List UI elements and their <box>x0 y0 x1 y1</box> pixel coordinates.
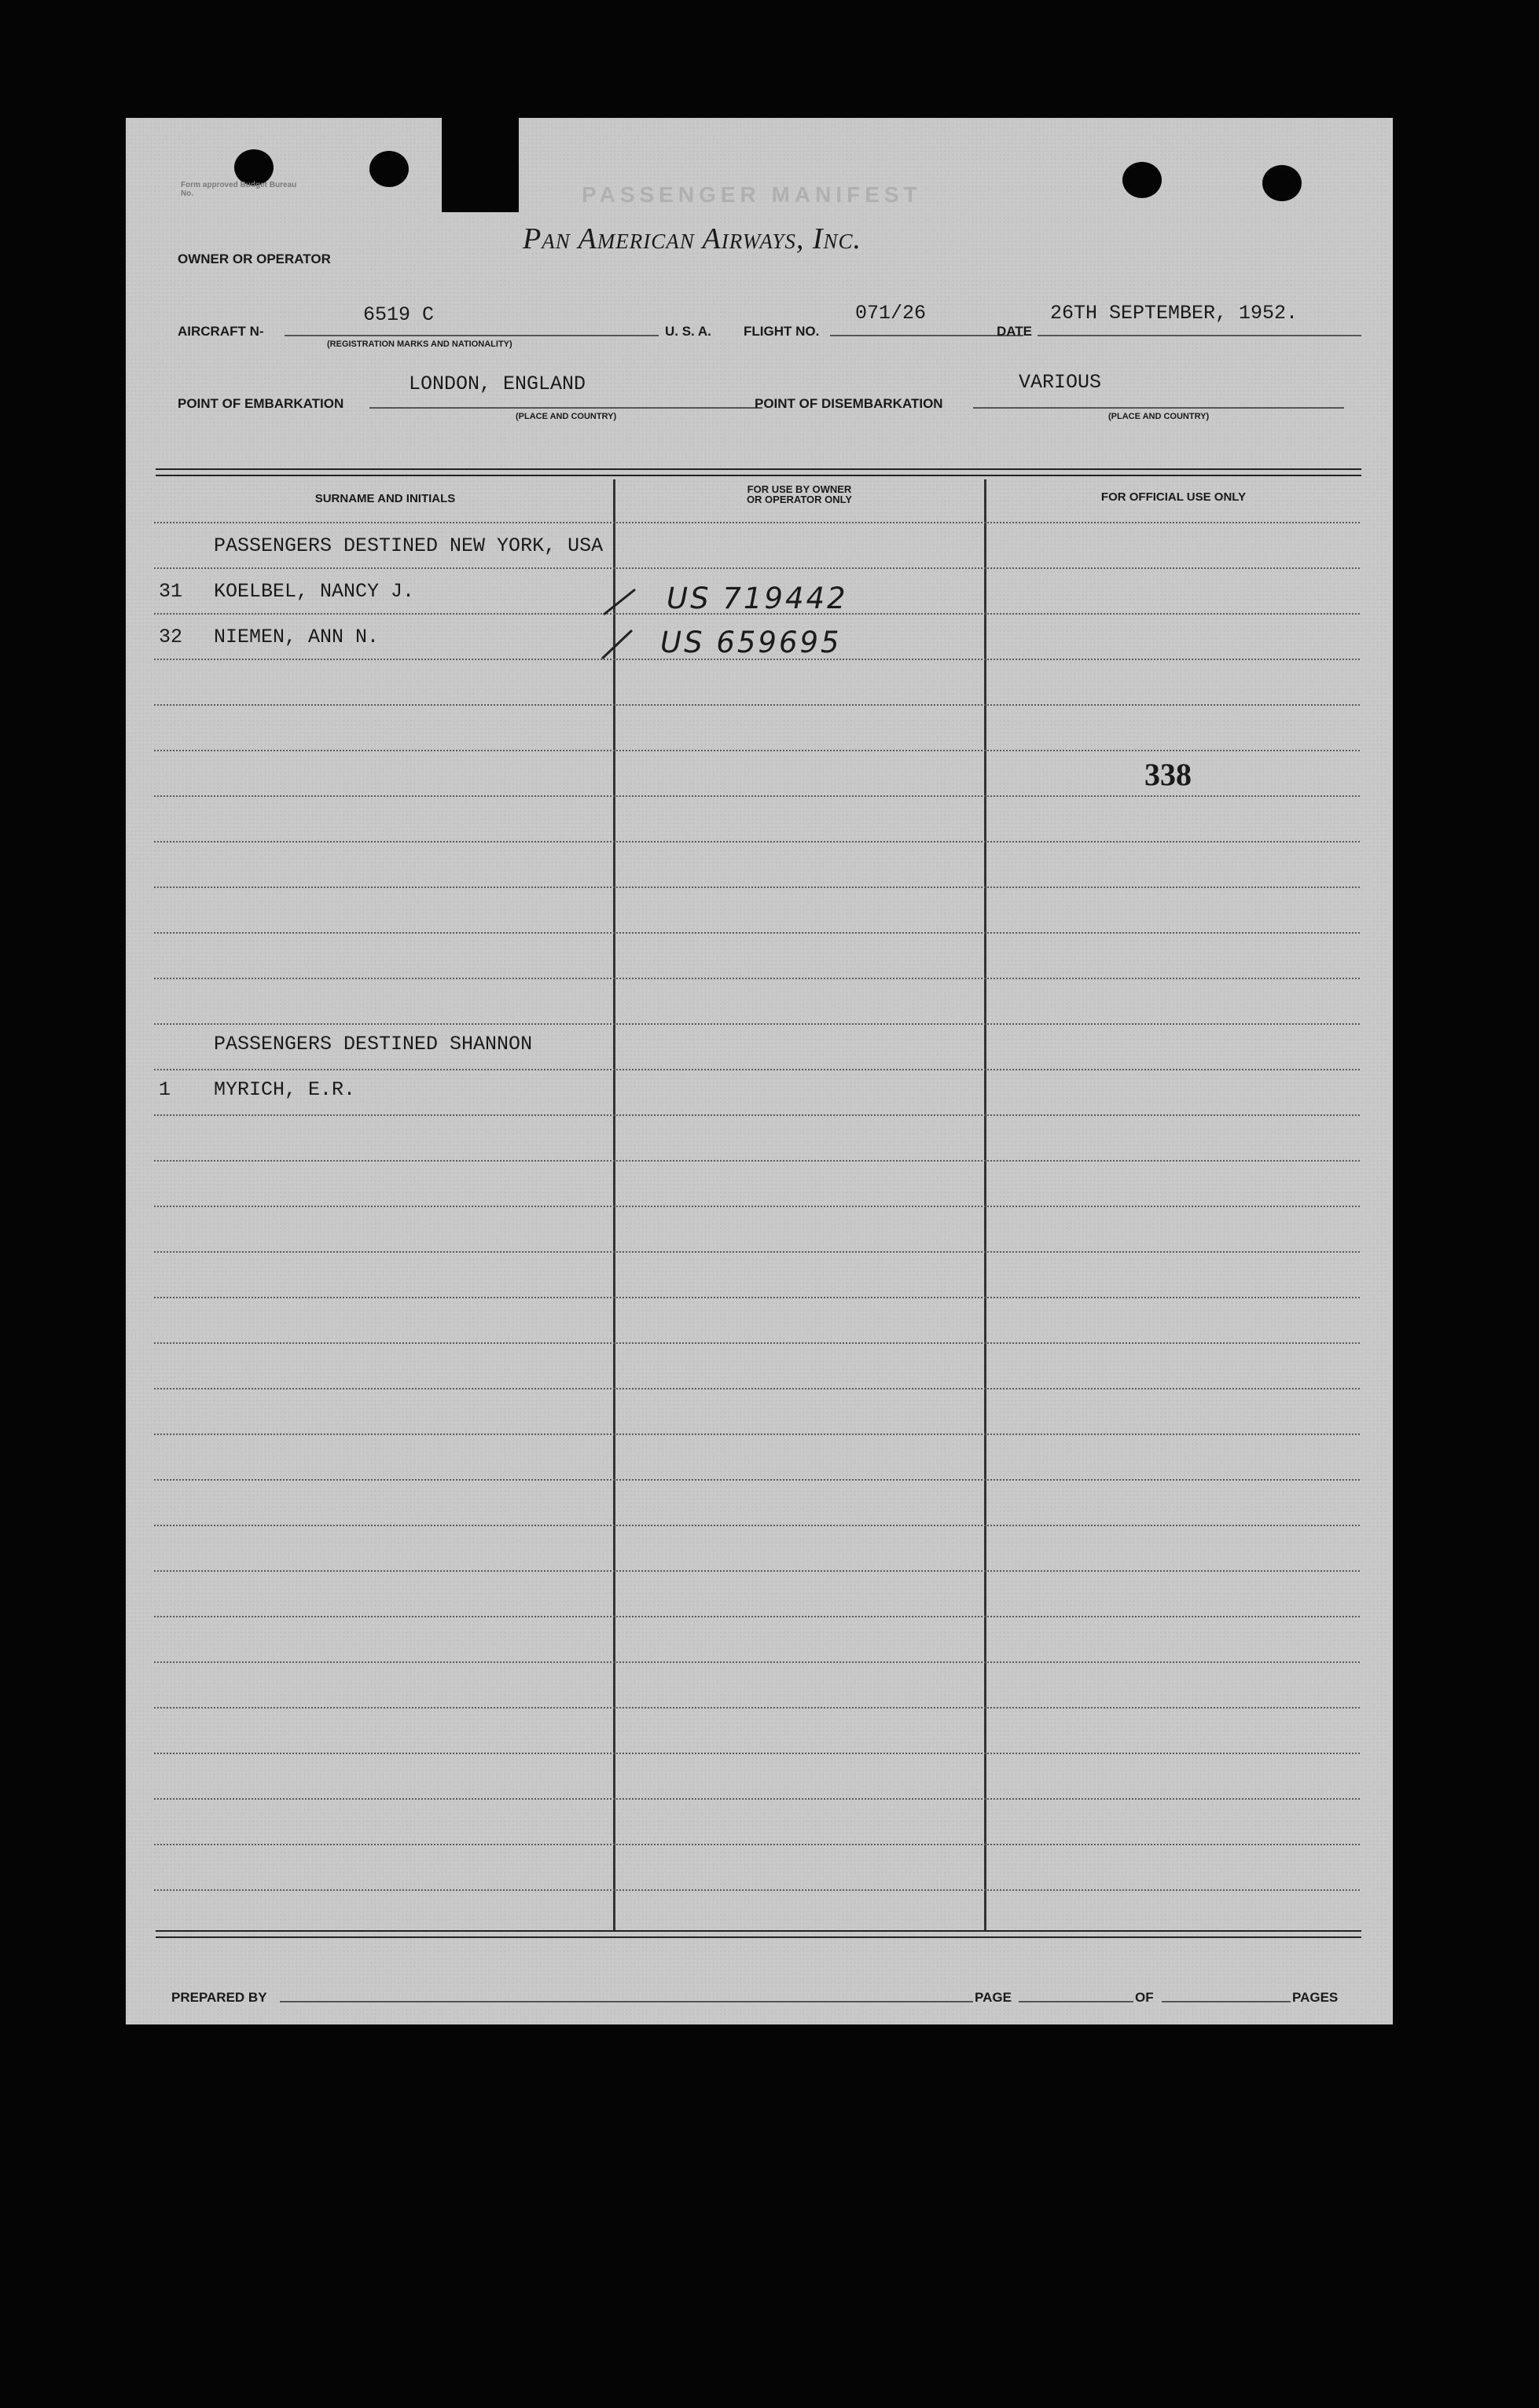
registration-note: (REGISTRATION MARKS AND NATIONALITY) <box>327 340 512 349</box>
group-heading-shannon: PASSENGERS DESTINED SHANNON <box>214 1033 533 1055</box>
row-rule <box>154 1844 1360 1845</box>
handwritten-check-marks <box>597 583 692 662</box>
row-rule <box>154 1661 1360 1663</box>
row-rule <box>154 886 1360 888</box>
row-rule <box>154 1297 1360 1298</box>
usa-label: U. S. A. <box>665 324 711 339</box>
embark-underline <box>369 407 762 409</box>
column-divider <box>613 479 615 1930</box>
flight-underline <box>830 335 1023 336</box>
company-name: Pan American Airways, Inc. <box>523 222 862 255</box>
passenger-name: KOELBEL, NANCY J. <box>214 580 415 603</box>
row-rule <box>154 1433 1360 1435</box>
owner-use-column-header <box>615 484 984 505</box>
official-stamp-number: 338 <box>1144 757 1192 792</box>
owner-use-header-line: OR OPERATOR ONLY <box>746 494 853 505</box>
faded-title: PASSENGER MANIFEST <box>582 182 922 207</box>
row-rule <box>154 1707 1360 1709</box>
flight-label: FLIGHT NO. <box>744 324 820 339</box>
row-rule <box>154 1251 1360 1253</box>
row-rule <box>154 1479 1360 1481</box>
passenger-number: 31 <box>159 580 183 603</box>
row-rule <box>154 1889 1360 1891</box>
of-label: OF <box>1135 1990 1154 2005</box>
embark-value: LONDON, ENGLAND <box>409 373 586 395</box>
date-label: DATE <box>997 324 1033 339</box>
row-rule <box>154 1114 1360 1116</box>
row-rule <box>154 978 1360 979</box>
pages-label: PAGES <box>1292 1990 1339 2005</box>
table-bottom-border <box>156 1930 1361 1938</box>
manifest-sheet <box>126 118 1393 2024</box>
owner-label: OWNER OR OPERATOR <box>178 251 331 266</box>
table-top-border <box>156 468 1361 476</box>
passenger-name: MYRICH, E.R. <box>214 1078 356 1101</box>
row-rule <box>154 1753 1360 1754</box>
disembark-value: VARIOUS <box>1019 371 1102 394</box>
row-rule <box>154 1388 1360 1389</box>
punch-hole <box>1122 162 1162 198</box>
row-rule <box>154 1023 1360 1025</box>
passport-number: US 719442 <box>667 582 848 615</box>
page-label: PAGE <box>975 1990 1012 2005</box>
row-rule <box>154 1798 1360 1800</box>
row-rule <box>154 1069 1360 1070</box>
aircraft-value: 6519 C <box>363 303 435 326</box>
date-underline <box>1038 335 1361 336</box>
row-rule <box>154 1160 1360 1162</box>
row-rule <box>154 932 1360 934</box>
disembark-label: POINT OF DISEMBARKATION <box>755 396 943 411</box>
row-rule <box>154 1342 1360 1344</box>
official-column-header: FOR OFFICIAL USE ONLY <box>1100 490 1247 504</box>
row-rule <box>154 841 1360 842</box>
row-rule <box>154 704 1360 706</box>
flight-value: 071/26 <box>855 302 927 325</box>
aircraft-underline <box>285 335 659 336</box>
row-rule <box>154 522 1360 523</box>
punch-hole <box>1262 165 1302 201</box>
row-rule <box>154 1616 1360 1617</box>
embark-note: (PLACE AND COUNTRY) <box>516 412 617 421</box>
surname-column-header: SURNAME AND INITIALS <box>314 492 456 505</box>
owner-use-header-line: FOR USE BY OWNER <box>747 483 852 495</box>
row-rule <box>154 567 1360 569</box>
row-rule <box>154 1525 1360 1526</box>
row-rule <box>154 1206 1360 1207</box>
group-heading-new-york: PASSENGERS DESTINED NEW YORK, USA <box>214 534 604 557</box>
disembark-note: (PLACE AND COUNTRY) <box>1108 412 1210 421</box>
form-stamp: Form approved Budget Bureau No. <box>181 181 297 198</box>
page-underline <box>1019 2001 1133 2002</box>
passenger-number: 32 <box>159 626 183 648</box>
passenger-name: NIEMEN, ANN N. <box>214 626 380 648</box>
prepared-by-underline <box>280 2001 973 2002</box>
disembark-underline <box>973 407 1344 409</box>
column-divider <box>984 479 986 1930</box>
passport-number: US 659695 <box>660 626 842 659</box>
date-value: 26TH SEPTEMBER, 1952. <box>1050 302 1298 325</box>
torn-tab <box>442 118 519 212</box>
passenger-number: 1 <box>159 1078 171 1101</box>
punch-hole <box>369 151 409 187</box>
aircraft-label: AIRCRAFT N- <box>178 324 264 339</box>
embark-label: POINT OF EMBARKATION <box>178 396 344 411</box>
row-rule <box>154 1570 1360 1572</box>
row-rule <box>154 750 1360 751</box>
of-underline <box>1162 2001 1291 2002</box>
row-rule <box>154 795 1360 797</box>
prepared-by-label: PREPARED BY <box>171 1990 267 2005</box>
